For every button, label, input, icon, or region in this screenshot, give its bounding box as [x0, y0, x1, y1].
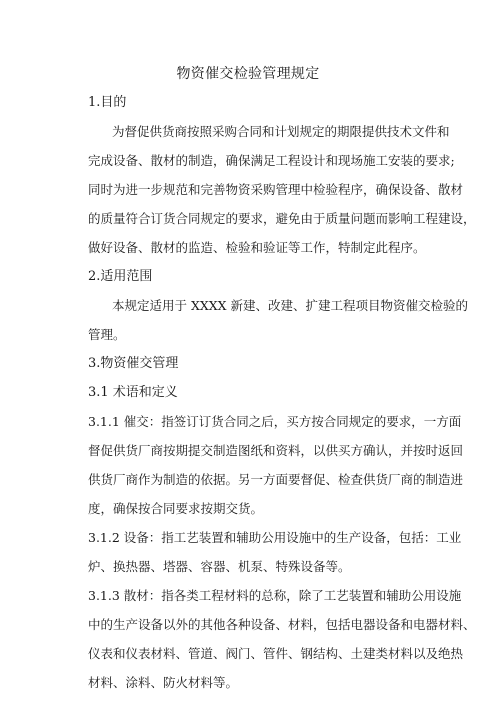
paragraph-line: 3.1.3 散材：指各类工程材料的总称，除了工艺装置和辅助公用设施 — [88, 588, 462, 603]
paragraph-line: 中的生产设备以外的其他各种设备、材料，包括电器设备和电器材料、 — [88, 617, 476, 632]
paragraph-line: 做好设备、散材的监造、检验和验证等工作，特制定此程序。 — [88, 240, 426, 255]
section-heading-expediting: 3.物资催交管理 — [88, 356, 179, 371]
paragraph-line: 炉、换热器、塔器、容器、机泵、特殊设备等。 — [88, 559, 351, 574]
paragraph-line: 材料、涂料、防火材料等。 — [88, 675, 239, 690]
subsection-heading-terms: 3.1 术语和定义 — [88, 385, 178, 400]
paragraph-line: 供货厂商作为制造的依据。另一方面要督促、检查供货厂商的制造进 — [88, 472, 464, 487]
paragraph-line: 管理。 — [88, 327, 126, 342]
paragraph-line: 完成设备、散材的制造，确保满足工程设计和现场施工安装的要求; — [88, 153, 455, 168]
paragraph-line: 3.1.1 催交：指签订订货合同之后，买方按合同规定的要求，一方面 — [88, 414, 462, 429]
paragraph-line: 的质量符合订货合同规定的要求，避免由于质量问题而影响工程建设， — [88, 211, 476, 226]
paragraph-line: 本规定适用于 XXXX 新建、改建、扩建工程项目物资催交检验的 — [112, 298, 469, 313]
paragraph-line: 3.1.2 设备：指工艺装置和辅助公用设施中的生产设备，包括：工业 — [88, 530, 462, 545]
document-title: 物资催交检验管理规定 — [176, 66, 320, 82]
paragraph-line: 同时为进一步规范和完善物资采购管理中检验程序，确保设备、散材 — [88, 182, 464, 197]
section-heading-purpose: 1.目的 — [88, 95, 127, 110]
paragraph-line: 度，确保按合同要求按期交货。 — [88, 501, 264, 516]
section-heading-scope: 2.适用范围 — [88, 269, 153, 284]
paragraph-line: 为督促供货商按照采购合同和计划规定的期限提供技术文件和 — [112, 124, 450, 139]
paragraph-line: 督促供货厂商按期提交制造图纸和资料，以供买方确认，并按时返回 — [88, 443, 464, 458]
paragraph-line: 仪表和仪表材料、管道、阀门、管件、钢结构、土建类材料以及绝热 — [88, 646, 464, 661]
